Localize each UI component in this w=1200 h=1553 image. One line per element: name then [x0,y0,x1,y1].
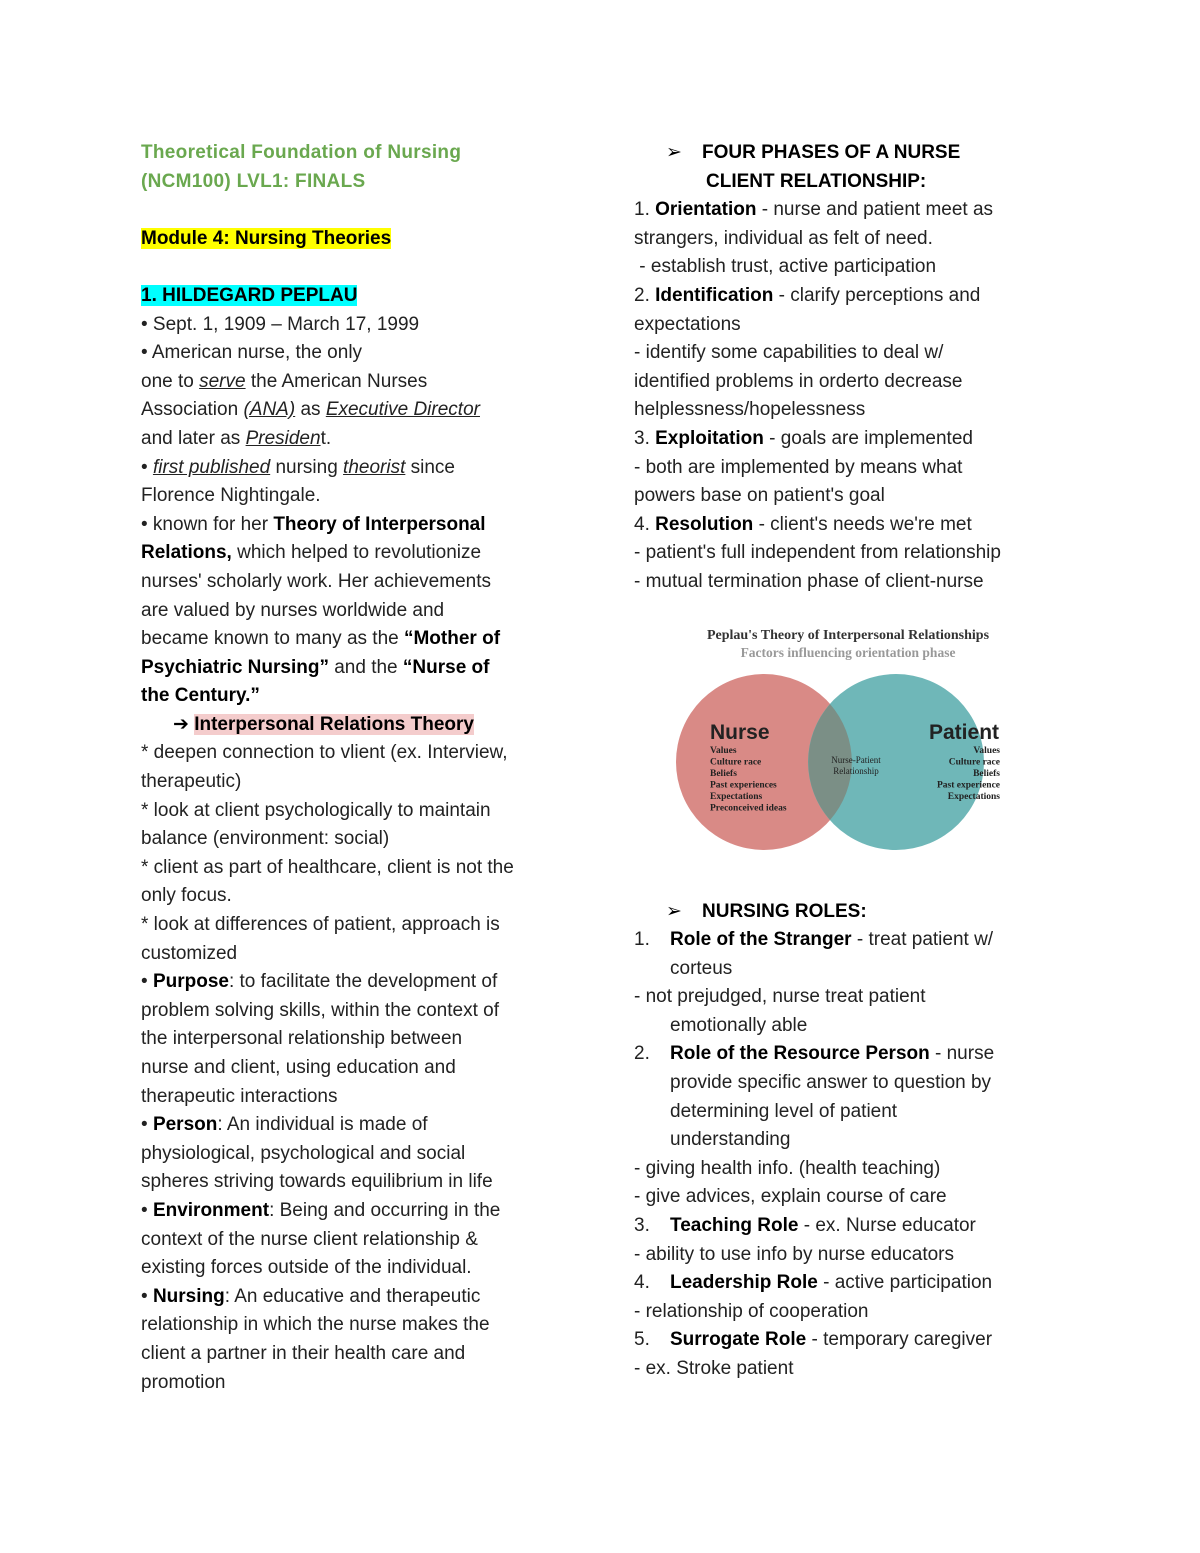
phase-identification: 2. Identification - clarify perceptions and expectations - identify some capabilities to deal w/ identified problems in orderto decrease helplessness/hopelessness [634,284,981,421]
phase-orientation: 1. Orientation - nurse and patient meet as strangers, individual as felt of need. - establish trust, active participation [634,199,994,278]
left-column [141,139,571,1397]
role-surrogate: 5. Surrogate Role - temporary caregiver - ex. Stroke patient [634,1329,993,1379]
arrow-icon: ➔ [173,713,189,735]
role-teaching: 3. Teaching Role - ex. Nurse educator - ability to use info by nurse educators [634,1215,976,1265]
phases-heading: ➢ FOUR PHASES OF A NURSE CLIENT RELATIONSHIP: [634,139,1064,196]
document-title-line-1: Theoretical Foundation of Nursing [141,142,462,163]
nurse-item: Beliefs [710,768,737,779]
nurse-item: Expectations [710,791,763,802]
patient-item: Expectations [947,791,1000,802]
roles-heading: ➢ NURSING ROLES: [634,898,1064,927]
patient-label: Patient [929,720,1000,744]
known-for-bullet: • known for her Theory of Interpersonal Relations, which helped to revolutionize nurses' scholarly work. Her achievements are valued by nurses worldwide and became known to many as the “Mother of Psychiatric Nursing” and the “Nurse of the Century.” [141,513,501,707]
nursing-bullet: • Nursing: An educative and therapeutic relationship in which the nurse makes the client a partner in their health care and promotion [141,1285,490,1393]
role-stranger: 1. Role of the Stranger - treat patient w/ corteus - not prejudged, nurse treat patient emotionally able [634,929,994,1036]
role-leadership: 4. Leadership Role - active participation - relationship of cooperation [634,1272,993,1322]
arrow-bullet-icon: ➢ [666,900,682,922]
purpose-bullet: • Purpose: to facilitate the development of problem solving skills, within the context of the interpersonal relationship between nurse and client, using education and therapeutic interactions [141,971,499,1107]
document-title-line-2: (NCM100) LVL1: FINALS [141,170,366,192]
patient-item: Values [973,745,1000,756]
phase-exploitation: 3. Exploitation - goals are implemented - both are implemented by means what powers base on patient's goal [634,427,973,507]
phase-resolution: 4. Resolution - client's needs we're met - patient's full independent from relationship - mutual termination phase of client-nurse [634,513,1001,592]
patient-item: Culture race [948,757,1000,767]
first-published-bullet: • first published nursing theorist since Florence Nightingale. [141,456,455,507]
theorist-dates: • Sept. 1, 1909 – March 17, 1999 [141,313,420,335]
overlap-label-1: Nurse-Patient [831,754,881,765]
module-heading: Module 4: Nursing Theories [141,227,392,249]
theorist-heading: 1. HILDEGARD PEPLAU [141,284,358,306]
overlap-label-2: Relationship [833,765,879,776]
venn-title: Peplau's Theory of Interpersonal Relationships [706,627,990,643]
interpersonal-theory-subheading: ➔ Interpersonal Relations Theory [173,713,474,735]
arrow-bullet-icon: ➢ [666,142,682,163]
patient-item: Beliefs [973,768,1000,779]
venn-subtitle: Factors influencing orientation phase [740,644,956,660]
nurse-item: Past experiences [710,780,777,790]
nurse-label: Nurse [710,720,770,744]
environment-bullet: • Environment: Being and occurring in the context of the nurse client relationship & existing forces outside of the individual. [141,1199,501,1279]
role-resource-person: 2. Role of the Resource Person - nurse provide specific answer to question by determining level of patient understanding - giving health info. (health teaching) - give advices, explain course of care [634,1043,995,1208]
person-bullet: • Person: An individual is made of physiological, psychological and social spheres striving towards equilibrium in life [141,1114,493,1193]
right-column [634,139,1064,1384]
nurse-item: Culture race [710,757,762,767]
bio-paragraph: • American nurse, the only one to serve the American Nurses Association (ANA) as Executive Director and later as President. [141,342,480,449]
nurse-item: Preconceived ideas [710,803,787,813]
theory-notes: * deepen connection to vlient (ex. Interview, therapeutic) * look at client psychologically to maintain balance (environment: social) * client as part of healthcare, client is not the only focus. * look at differences of patient, approach is customized [141,742,514,964]
nurse-item: Values [710,745,737,756]
venn-diagram [634,617,1064,872]
patient-item: Past experience [936,780,1000,790]
